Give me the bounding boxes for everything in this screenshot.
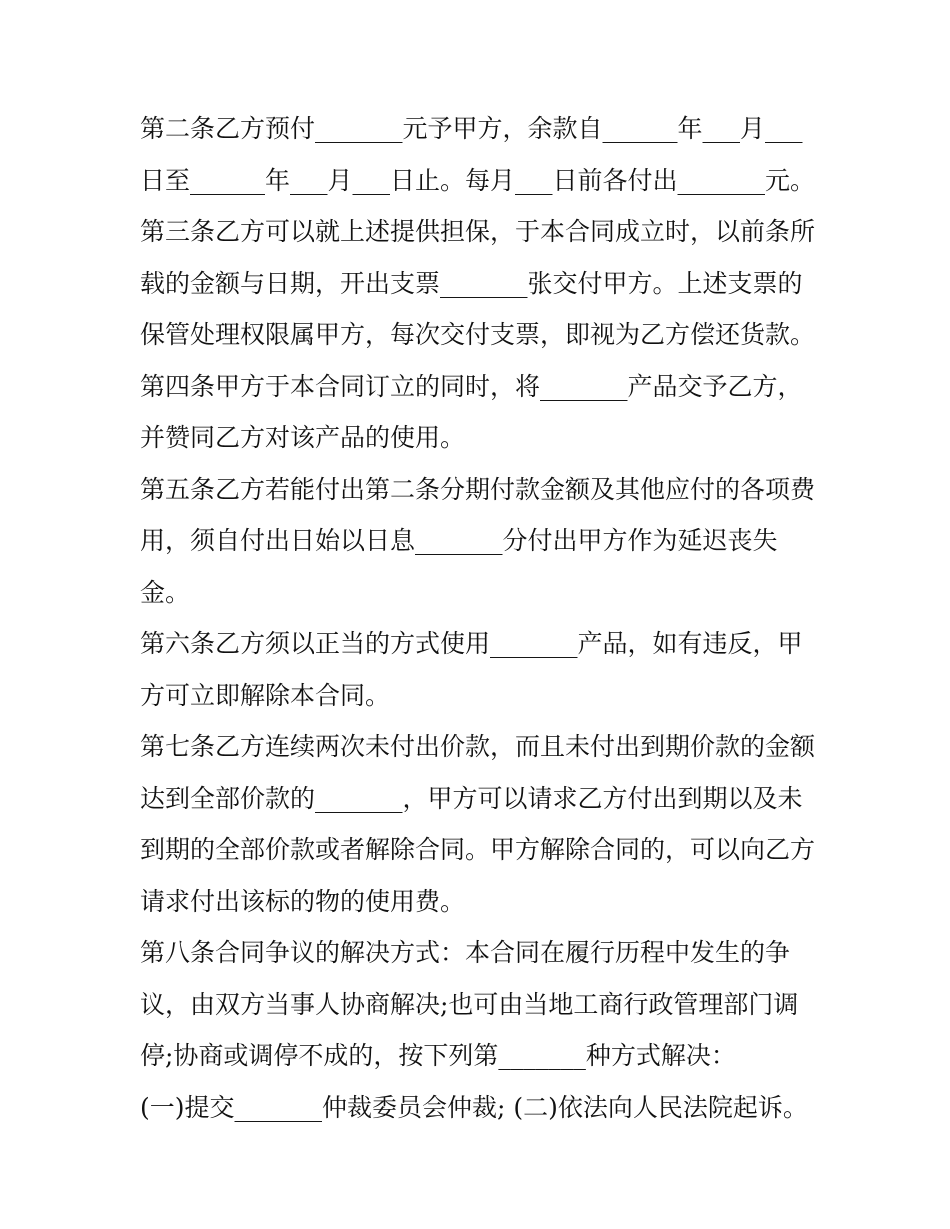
- text-line: 第四条甲方于本合同订立的同时，将_______产品交予乙方，: [140, 371, 803, 401]
- text-line: 日至______年___月___日止。每月___日前各付出_______元。: [140, 165, 816, 195]
- text-line: 第八条合同争议的解决方式：本合同在履行历程中发生的争: [140, 938, 791, 967]
- text-line: 达到全部价款的_______，甲方可以请求乙方付出到期以及未: [140, 783, 803, 813]
- text-line: 用，须自付出日始以日息_______分付出甲方作为延迟丧失: [140, 526, 778, 555]
- text-line: 并赞同乙方对该产品的使用。: [140, 423, 466, 452]
- text-line: 金。: [140, 577, 191, 607]
- text-line: 方可立即解除本合同。: [140, 680, 391, 710]
- text-line: 第六条乙方须以正当的方式使用_______产品，如有违反，甲: [140, 629, 803, 658]
- text-line: 第二条乙方预付_______元予甲方，余款自______年___月___: [140, 114, 803, 143]
- text-line: 保管处理权限属甲方，每次交付支票，即视为乙方偿还货款。: [140, 320, 816, 349]
- text-line: 请求付出该标的物的使用费。: [140, 886, 466, 916]
- text-line: 载的金额与日期，开出支票_______张交付甲方。上述支票的: [140, 268, 803, 298]
- text-line: 第三条乙方可以就上述提供担保，于本合同成立时，以前条所: [140, 217, 816, 246]
- text-line: (一)提交_______仲裁委员会仲裁; (二)依法向人民法院起诉。: [140, 1092, 808, 1122]
- text-line: 到期的全部价款或者解除合同。甲方解除合同的，可以向乙方: [140, 835, 816, 864]
- text-line: 第七条乙方连续两次未付出价款，而且未付出到期价款的金额: [140, 732, 816, 761]
- text-line: 第五条乙方若能付出第二条分期付款金额及其他应付的各项费: [140, 474, 816, 504]
- contract-text: [140, 103, 830, 1133]
- text-line: 停;协商或调停不成的，按下列第_______种方式解决：: [140, 1041, 736, 1070]
- text-line: 议，由双方当事人协商解决;也可由当地工商行政管理部门调: [140, 989, 799, 1019]
